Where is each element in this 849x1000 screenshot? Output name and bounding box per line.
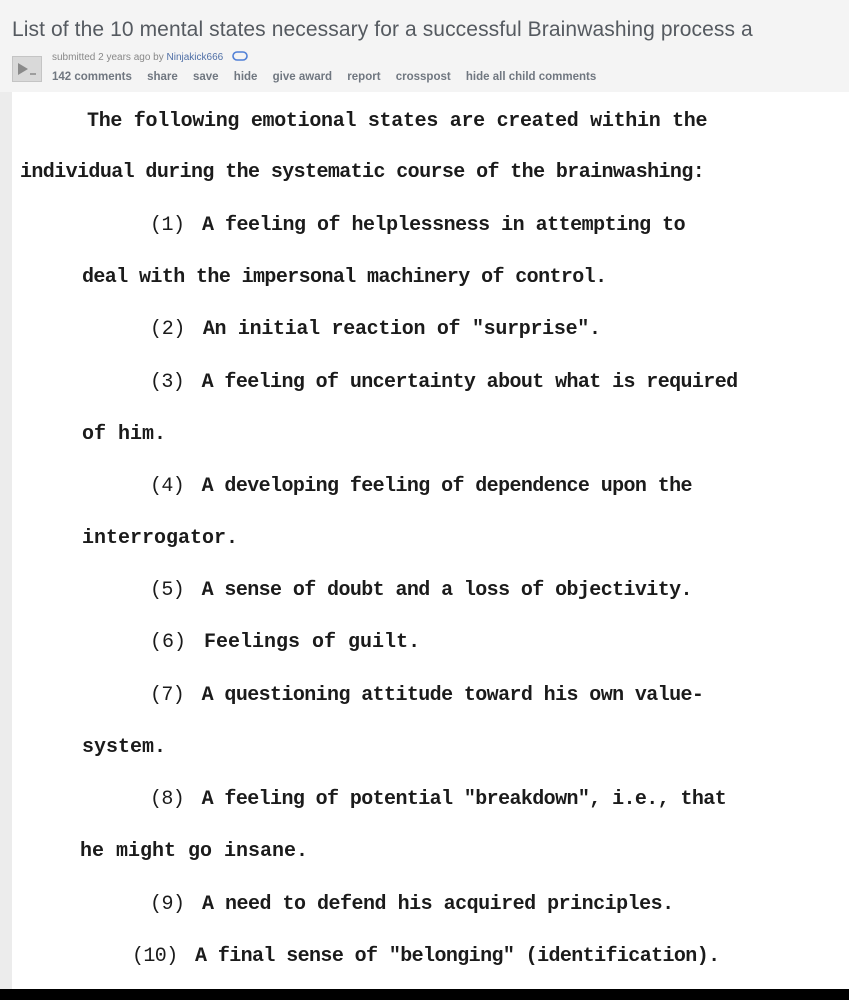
item-number: (7)	[150, 684, 185, 707]
share-link[interactable]: share	[147, 71, 178, 83]
item-number: (8)	[150, 788, 185, 811]
list-item-3	[150, 373, 738, 393]
post-actions	[52, 71, 608, 83]
item-number: (3)	[150, 371, 185, 394]
list-item-2	[150, 320, 601, 340]
author-link[interactable]: Ninjakick666	[166, 52, 224, 63]
item-text: A need to defend his acquired principles.	[202, 893, 674, 916]
list-item-8	[150, 790, 726, 810]
list-item-3-continued: of him.	[82, 423, 167, 446]
item-number: (4)	[150, 475, 185, 498]
crosspost-link[interactable]: crosspost	[395, 71, 451, 83]
document-image[interactable]	[12, 92, 849, 989]
bottom-edge	[0, 989, 849, 1000]
list-item-8-continued: he might go insane.	[80, 840, 309, 863]
item-text: A feeling of uncertainty about what is required	[201, 371, 738, 394]
hide-link[interactable]: hide	[233, 71, 258, 83]
item-text: A feeling of helplessness in attempting to	[202, 214, 686, 237]
item-text: A final sense of "belonging" (identification).	[195, 945, 720, 968]
post-tagline	[52, 51, 248, 63]
item-number: (5)	[150, 579, 185, 602]
list-item-1-continued: deal with the impersonal machinery of control.	[82, 266, 607, 289]
intro-line-1: The following emotional states are created within the	[87, 110, 708, 133]
speech-bubble-icon[interactable]	[232, 51, 248, 62]
give-award-link[interactable]: give award	[272, 71, 333, 83]
item-number: (1)	[150, 214, 185, 237]
item-text: A questioning attitude toward his own value-	[201, 684, 704, 707]
item-text: A feeling of potential "breakdown", i.e., that	[201, 788, 727, 811]
play-arrow-icon	[17, 62, 37, 76]
post-title-link[interactable]: List of the 10 mental states necessary for a successful Brainwashing process a	[12, 18, 753, 41]
list-item-10	[132, 947, 720, 967]
intro-line-2: individual during the systematic course of the brainwashing:	[20, 161, 705, 184]
list-item-4-continued: interrogator.	[82, 527, 239, 550]
list-item-6	[150, 633, 420, 653]
list-item-4	[150, 477, 692, 497]
list-item-9	[150, 895, 674, 915]
item-text: A developing feeling of dependence upon the	[201, 475, 692, 498]
item-number: (6)	[150, 631, 187, 654]
list-item-7	[150, 686, 703, 706]
item-number: (10)	[132, 945, 178, 968]
report-link[interactable]: report	[347, 71, 381, 83]
list-item-5	[150, 581, 692, 601]
comments-link[interactable]: 142 comments	[52, 71, 132, 83]
list-item-1	[150, 216, 685, 236]
item-text: An initial reaction of "surprise".	[202, 318, 601, 341]
hide-child-comments-link[interactable]: hide all child comments	[465, 71, 597, 83]
tagline-prefix: submitted 2 years ago by	[52, 52, 164, 63]
item-text: Feelings of guilt.	[204, 631, 421, 654]
item-text: A sense of doubt and a loss of objectivity.	[201, 579, 692, 602]
item-number: (9)	[150, 893, 185, 916]
post-thumbnail[interactable]	[12, 56, 42, 82]
item-number: (2)	[150, 318, 186, 341]
post-header	[0, 0, 849, 92]
list-item-7-continued: system.	[82, 736, 167, 759]
save-link[interactable]: save	[193, 71, 219, 83]
